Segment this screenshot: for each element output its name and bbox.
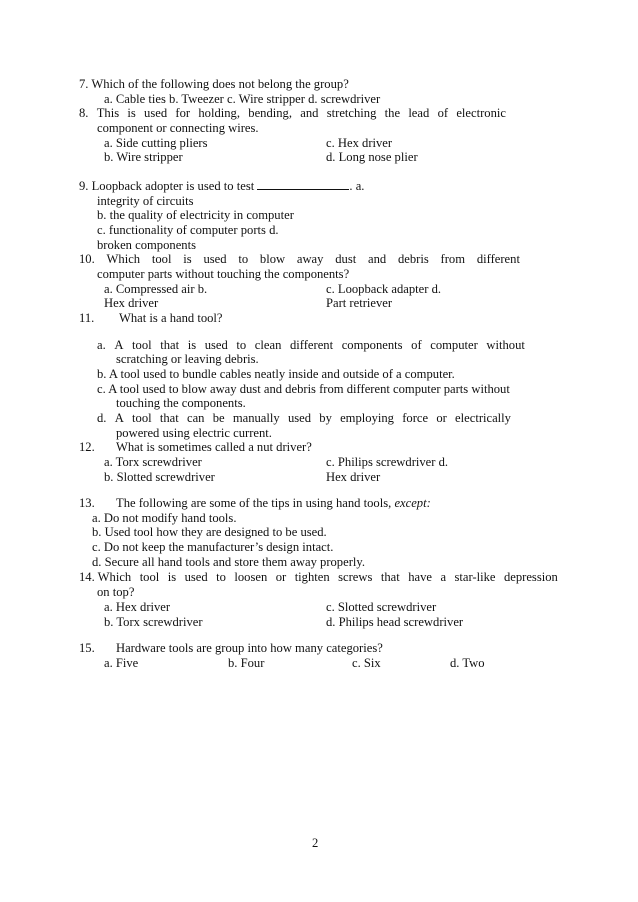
q15-choice-b: b. Four bbox=[228, 656, 265, 670]
q14-word: tool bbox=[139, 570, 160, 584]
q8-word: This bbox=[96, 106, 120, 120]
q9-answer-blank bbox=[257, 179, 349, 190]
q11-word: that bbox=[160, 338, 180, 352]
q7-choices: a. Cable ties b. Tweezer c. Wire stripper d. screwdriver bbox=[104, 92, 381, 106]
q10-choice-d: Part retriever bbox=[326, 296, 393, 310]
q10-line2: computer parts without touching the components? bbox=[97, 267, 350, 281]
q15-question: Hardware tools are group into how many categories? bbox=[116, 641, 383, 655]
q9-stem-end: . a. bbox=[349, 179, 365, 193]
q14-word: a bbox=[440, 570, 447, 584]
q11-word: by bbox=[319, 411, 332, 425]
q14-word: tighten bbox=[294, 570, 330, 584]
q10-choice-c: c. Loopback adapter d. bbox=[326, 282, 442, 296]
q8-choice-d: d. Long nose plier bbox=[326, 150, 418, 164]
q8-choice-b: b. Wire stripper bbox=[104, 150, 183, 164]
q8-line2: component or connecting wires. bbox=[97, 121, 259, 135]
q13-choice-c: c. Do not keep the manufacturer’s design intact. bbox=[92, 540, 334, 554]
q14-line2: on top? bbox=[97, 585, 135, 599]
q12-choice-a: a. Torx screwdriver bbox=[104, 455, 202, 469]
q13-choice-a: a. Do not modify hand tools. bbox=[92, 511, 237, 525]
q8-choice-a: a. Side cutting pliers bbox=[104, 136, 208, 150]
q14-word: 14. Which bbox=[79, 570, 132, 584]
q14-choice-b: b. Torx screwdriver bbox=[104, 615, 203, 629]
q11-word: d. bbox=[97, 411, 107, 425]
q11-word: components bbox=[341, 338, 403, 352]
q9-choice-d: broken components bbox=[97, 238, 196, 252]
q8-word: the bbox=[384, 106, 401, 120]
q11-choice-a-line2: scratching or leaving debris. bbox=[116, 352, 259, 366]
q11-question: What is a hand tool? bbox=[119, 311, 223, 325]
q8-word: bending, bbox=[248, 106, 292, 120]
q11-word: force bbox=[402, 411, 429, 425]
q8-word: stretching bbox=[326, 106, 377, 120]
q15-number: 15. bbox=[79, 641, 95, 655]
q13-number: 13. bbox=[79, 496, 95, 510]
q10-word: different bbox=[476, 252, 520, 266]
q11-word: without bbox=[486, 338, 525, 352]
q8-word: for bbox=[175, 106, 191, 120]
q11-word: used bbox=[204, 338, 228, 352]
q14-choice-d: d. Philips head screwdriver bbox=[326, 615, 464, 629]
q11-word: used bbox=[287, 411, 312, 425]
q14-word: star-like bbox=[454, 570, 496, 584]
q12-choice-c: c. Philips screwdriver d. bbox=[326, 455, 449, 469]
q8-line1 bbox=[79, 106, 506, 121]
q12-question: What is sometimes called a nut driver? bbox=[116, 440, 312, 454]
q11-word: to bbox=[236, 338, 247, 352]
q11-word: manually bbox=[232, 411, 280, 425]
q8-word: is bbox=[127, 106, 136, 120]
q11-word: tool bbox=[132, 411, 152, 425]
q9-stem-start: 9. Loopback adopter is used to test bbox=[79, 179, 255, 193]
q11-word: a. bbox=[97, 338, 106, 352]
q14-word: loosen bbox=[234, 570, 268, 584]
q11-number: 11. bbox=[79, 311, 95, 325]
q8-word: 8. bbox=[79, 106, 89, 120]
q13-choice-d: d. Secure all hand tools and store them away properly. bbox=[92, 555, 366, 569]
q10-choice-a: a. Compressed air b. bbox=[104, 282, 208, 296]
q11-word: can bbox=[186, 411, 205, 425]
q14-choice-c: c. Slotted screwdriver bbox=[326, 600, 437, 614]
q10-line1 bbox=[79, 252, 520, 267]
q10-word: used bbox=[203, 252, 227, 266]
q11-word: electrically bbox=[455, 411, 511, 425]
q10-word: is bbox=[183, 252, 192, 266]
q12-number: 12. bbox=[79, 440, 95, 454]
q8-word: electronic bbox=[456, 106, 506, 120]
q14-word: to bbox=[216, 570, 226, 584]
q10-word: away bbox=[296, 252, 324, 266]
q10-word: and bbox=[368, 252, 387, 266]
q11-word: employing bbox=[340, 411, 394, 425]
q11-word: tool bbox=[132, 338, 152, 352]
q14-word: depression bbox=[503, 570, 558, 584]
q10-word: dust bbox=[335, 252, 357, 266]
q11-word: that bbox=[159, 411, 179, 425]
q11-choice-b: b. A tool used to bundle cables neatly inside and outside of a computer. bbox=[97, 367, 455, 381]
q15-choice-a: a. Five bbox=[104, 656, 139, 670]
q9-stem bbox=[79, 179, 364, 194]
q9-line2: integrity of circuits bbox=[97, 194, 194, 208]
q8-word: lead bbox=[408, 106, 430, 120]
q11-word: is bbox=[187, 338, 197, 352]
q11-choice-c-line1: c. A tool used to blow away dust and debris from different computer parts without bbox=[97, 382, 510, 396]
page-number: 2 bbox=[312, 836, 319, 850]
q11-word: of bbox=[411, 338, 422, 352]
q13-question-text: The following are some of the tips in using hand tools, bbox=[116, 496, 392, 510]
q11-word: clean bbox=[254, 338, 282, 352]
q13-choice-b: b. Used tool how they are designed to be used. bbox=[92, 525, 327, 539]
q14-word: or bbox=[275, 570, 287, 584]
q11-word: A bbox=[114, 338, 124, 352]
q12-choice-d: Hex driver bbox=[326, 470, 381, 484]
q8-choice-c: c. Hex driver bbox=[326, 136, 393, 150]
q13-question-emphasis: except: bbox=[394, 496, 431, 510]
q10-word: Which bbox=[106, 252, 141, 266]
q10-word: debris bbox=[397, 252, 429, 266]
q11-word: A bbox=[114, 411, 124, 425]
q11-word: or bbox=[436, 411, 447, 425]
q15-choice-c: c. Six bbox=[352, 656, 381, 670]
q10-word: from bbox=[440, 252, 466, 266]
q11-word: different bbox=[289, 338, 334, 352]
q8-word: and bbox=[300, 106, 319, 120]
q14-word: that bbox=[380, 570, 400, 584]
q14-line1 bbox=[79, 570, 558, 585]
q14-word: screws bbox=[338, 570, 373, 584]
q10-word: 10. bbox=[79, 252, 95, 266]
q11-word: computer bbox=[430, 338, 478, 352]
q15-choice-d: d. Two bbox=[450, 656, 485, 670]
q11-choice-d-line2: powered using electric current. bbox=[116, 426, 272, 440]
q9-choice-c: c. functionality of computer ports d. bbox=[97, 223, 279, 237]
q8-word: used bbox=[144, 106, 168, 120]
q13-question bbox=[116, 496, 431, 511]
q8-word: of bbox=[437, 106, 449, 120]
q14-word: used bbox=[184, 570, 208, 584]
q10-word: blow bbox=[259, 252, 286, 266]
q11-choice-d-line1 bbox=[97, 411, 511, 426]
q14-word: have bbox=[408, 570, 432, 584]
q8-word: holding, bbox=[198, 106, 240, 120]
q12-choice-b: b. Slotted screwdriver bbox=[104, 470, 215, 484]
q14-choice-a: a. Hex driver bbox=[104, 600, 171, 614]
q14-word: is bbox=[167, 570, 177, 584]
q11-choice-a-line1 bbox=[97, 338, 525, 353]
q11-choice-c-line2: touching the components. bbox=[116, 396, 246, 410]
q11-word: be bbox=[212, 411, 225, 425]
q7-question: 7. Which of the following does not belong the group? bbox=[79, 77, 349, 91]
q9-choice-b: b. the quality of electricity in computer bbox=[97, 208, 294, 222]
q10-word: to bbox=[238, 252, 249, 266]
q10-word: tool bbox=[151, 252, 172, 266]
q10-choice-b: Hex driver bbox=[104, 296, 159, 310]
